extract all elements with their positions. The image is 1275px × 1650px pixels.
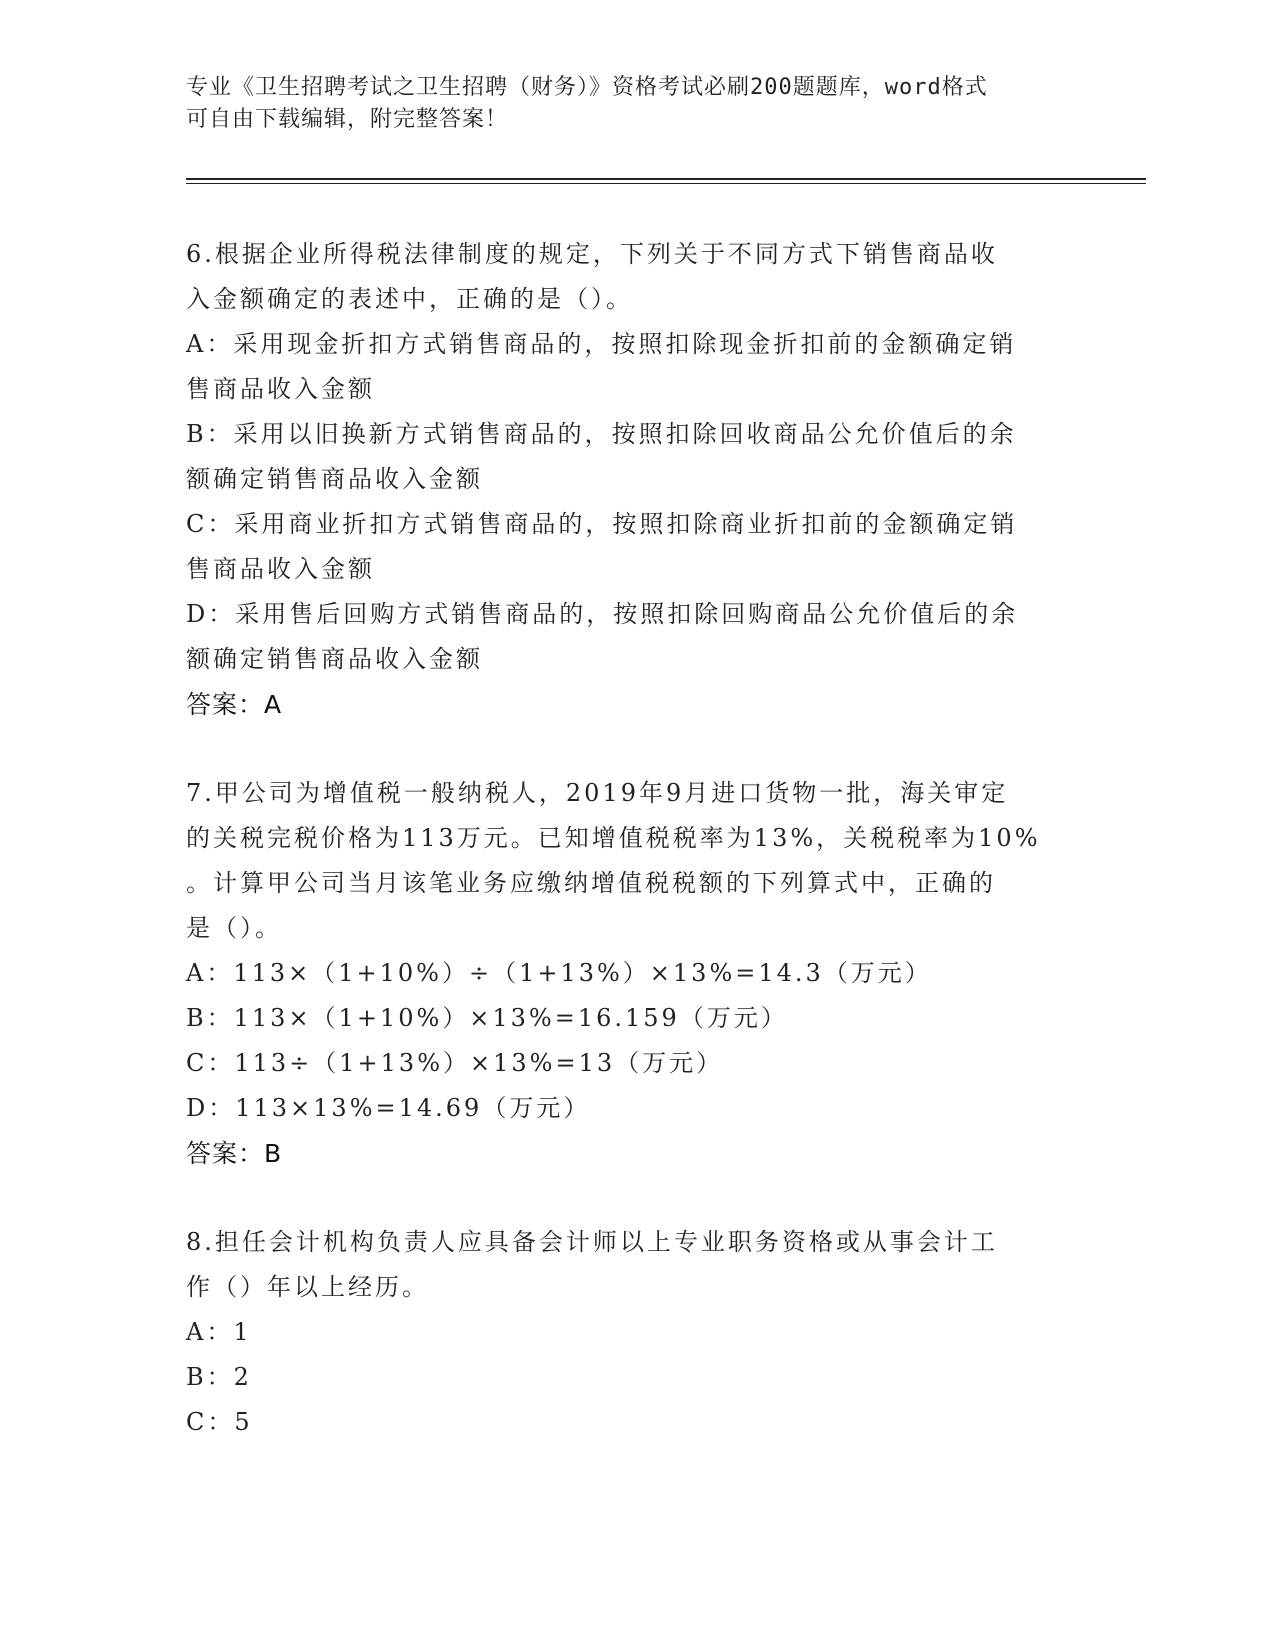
option-c: C：113÷（1+13%）×13%=13（万元） [186, 1049, 724, 1077]
option-a: A：1 [186, 1318, 252, 1346]
question-7 [186, 771, 1066, 1176]
document-header [186, 72, 1056, 136]
option-b-cont: 额确定销售商品收入金额 [186, 465, 483, 493]
option-d: D：采用售后回购方式销售商品的，按照扣除回购商品公允价值后的余 [186, 600, 1019, 628]
option-c: C：采用商业折扣方式销售商品的，按照扣除商业折扣前的金额确定销 [186, 510, 1018, 538]
question-8 [186, 1220, 1066, 1445]
question-stem-line: 的关税完税价格为113万元。已知增值税税率为13%，关税税率为10% [186, 824, 1041, 852]
question-stem-line: 作（）年以上经历。 [186, 1273, 429, 1301]
answer-label: 答案：A [186, 690, 283, 719]
question-stem-line: 6.根据企业所得税法律制度的规定，下列关于不同方式下销售商品收 [186, 240, 998, 268]
option-a: A：采用现金折扣方式销售商品的，按照扣除现金折扣前的金额确定销 [186, 330, 1017, 358]
question-stem-line: 入金额确定的表述中，正确的是（）。 [186, 285, 633, 313]
option-d: D：113×13%=14.69（万元） [186, 1094, 591, 1122]
header-divider [186, 178, 1146, 180]
answer-label: 答案：B [186, 1139, 283, 1168]
question-stem-line: 。计算甲公司当月该笔业务应缴纳增值税税额的下列算式中，正确的 [186, 869, 996, 897]
option-d-cont: 额确定销售商品收入金额 [186, 645, 483, 673]
question-stem-line: 8.担任会计机构负责人应具备会计师以上专业职务资格或从事会计工 [186, 1228, 998, 1256]
option-b: B：113×（1+10%）×13%=16.159（万元） [186, 1004, 788, 1032]
option-c-cont: 售商品收入金额 [186, 555, 375, 583]
header-divider-thin [186, 183, 1146, 184]
question-6 [186, 232, 1066, 727]
option-b: B：2 [186, 1363, 252, 1391]
question-stem-line: 是（）。 [186, 914, 282, 942]
header-line-1: 专业《卫生招聘考试之卫生招聘（财务）》资格考试必刷200题题库，word格式 [186, 75, 988, 100]
question-list [186, 232, 1066, 1489]
option-a-cont: 售商品收入金额 [186, 375, 375, 403]
header-line-2: 可自由下载编辑，附完整答案！ [186, 107, 509, 132]
option-c: C：5 [186, 1408, 253, 1436]
option-a: A：113×（1+10%）÷（1+13%）×13%=14.3（万元） [186, 959, 932, 987]
question-stem-line: 7.甲公司为增值税一般纳税人，2019年9月进口货物一批，海关审定 [186, 779, 1009, 807]
option-b: B：采用以旧换新方式销售商品的，按照扣除回收商品公允价值后的余 [186, 420, 1017, 448]
